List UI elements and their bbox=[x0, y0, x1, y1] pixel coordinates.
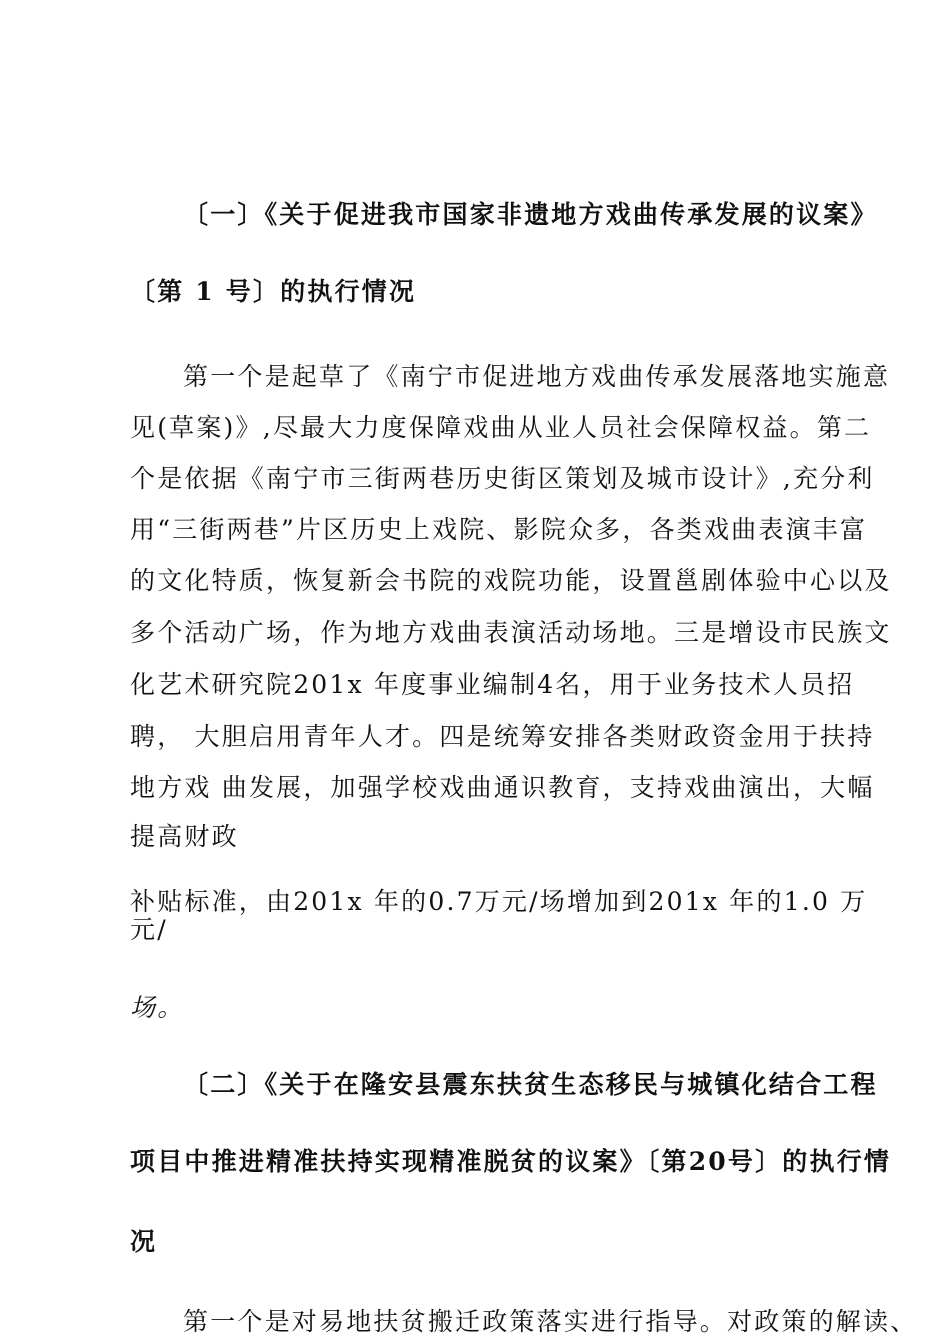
section1-para-line: 聘， 大胆启用青年人才。四是统筹安排各类财政资金用于扶持 bbox=[130, 722, 875, 751]
section1-para-line: 用“三街两巷”片区历史上戏院、影院众多，各类戏曲表演丰富 bbox=[130, 515, 868, 544]
section1-para-line: 化艺术研究院201x 年度事业编制4名，用于业务技术人员招 bbox=[130, 670, 855, 699]
section1-para-line: 多个活动广场，作为地方戏曲表演活动场地。三是增设市民族文 bbox=[130, 618, 892, 647]
section2-para-line: 第一个是对易地扶贫搬迁政策落实进行指导。对政策的解读、 bbox=[183, 1307, 918, 1336]
section1-tail-line1: 补贴标准，由201x 年的0.7万元/场增加到201x 年的1.0 万 bbox=[130, 887, 868, 916]
section1-para-line: 提高财政 bbox=[130, 822, 239, 851]
section1-heading-line1: 〔一〕《关于促进我市国家非遗地方戏曲传承发展的议案》 bbox=[183, 200, 878, 229]
section1-para-line: 的文化特质，恢复新会书院的戏院功能，设置邕剧体验中心以及 bbox=[130, 566, 892, 595]
section2-heading-line3: 况 bbox=[130, 1227, 158, 1256]
section1-tail-line2: 元/ bbox=[130, 915, 168, 944]
section1-para-line: 第一个是起草了《南宁市促进地方戏曲传承发展落地实施意 bbox=[183, 362, 891, 391]
section2-heading-line2: 项目中推进精准扶持实现精准脱贫的议案》〔第20号〕的执行情 bbox=[130, 1147, 892, 1176]
section1-para-line: 个是依据《南宁市三街两巷历史街区策划及城市设计》,充分利 bbox=[130, 464, 875, 493]
section2-heading-line1: 〔二〕《关于在隆安县震东扶贫生态移民与城镇化结合工程 bbox=[183, 1070, 878, 1099]
section1-para-line: 见(草案)》,尽最大力度保障戏曲从业人员社会保障权益。第二 bbox=[130, 413, 872, 442]
section1-heading-line2: 〔第 1 号〕的执行情况 bbox=[130, 277, 417, 306]
section1-tail-line3: 场。 bbox=[130, 993, 185, 1022]
section1-para-line: 地方戏 曲发展，加强学校戏曲通识教育，支持戏曲演出，大幅 bbox=[130, 773, 875, 802]
